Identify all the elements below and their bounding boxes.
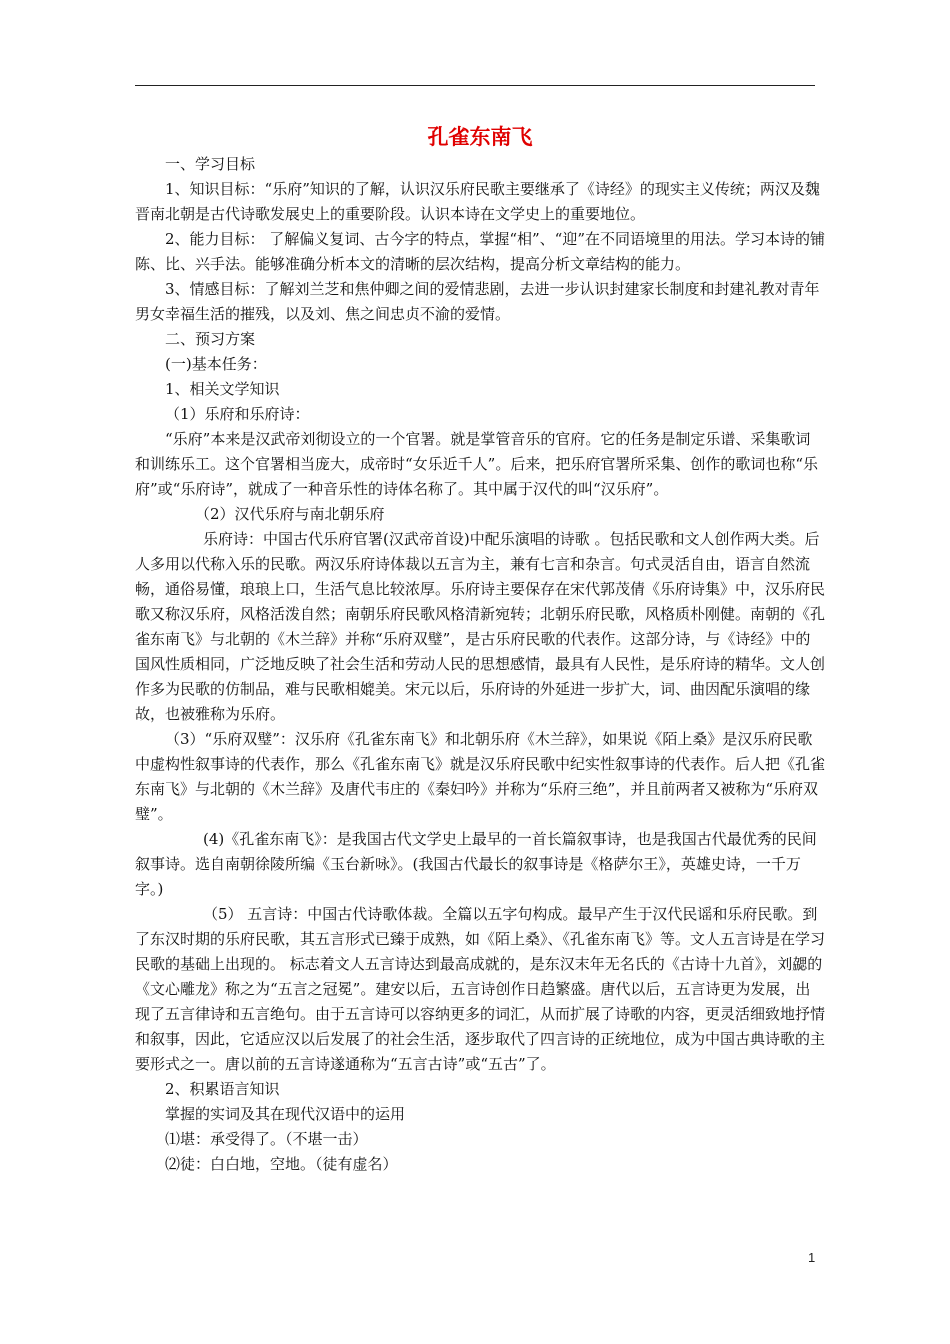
section-heading-goals: 一、学习目标 (165, 155, 256, 173)
item1-heading: （1）乐府和乐府诗： (165, 405, 310, 423)
item3-text: （3）“乐府双璧”：汉乐府《孔雀东南飞》和北朝乐府《木兰辞》，如果说《陌上桑》是汉乐府民歌中虚构性叙事诗的代表作，那么《孔雀东南飞》就是汉乐府民歌中纪实性叙事诗的代表作。后人把《孔雀东南飞》与北朝的《木兰辞》及唐代韦庄的《秦妇吟》并称为“乐府三绝”，并且前两者又被称为“乐府双璧”。 (135, 730, 826, 823)
lang-subheading: 掌握的实词及其在现代汉语中的运用 (165, 1105, 406, 1123)
page-title: 孔雀东南飞 (427, 125, 533, 149)
section-heading-preview: 二、预习方案 (165, 330, 256, 348)
basic-task-heading: (一)基本任务： (165, 355, 267, 373)
goal-ability: 2、能力目标： 了解偏义复词、古今字的特点，掌握“相”、“迎”在不同语境里的用法。学习本诗的铺陈、比、兴手法。能够准确分析本文的清晰的层次结构，提高分析文章结构的能力。 (135, 230, 825, 273)
item2-heading: （2）汉代乐府与南北朝乐府 (195, 505, 385, 523)
lit-knowledge-heading: 1、相关文学知识 (165, 380, 280, 398)
word-item-1: ⑴堪：承受得了。（不堪一击） (165, 1130, 368, 1148)
item4-text: (4)《孔雀东南飞》：是我国古代文学史上最早的一首长篇叙事诗，也是我国古代最优秀的民间叙事诗。选自南朝徐陵所编《玉台新咏》。(我国古代最长的叙事诗是《格萨尔王》，英雄史诗，一千万字。) (135, 830, 817, 898)
item2-text: 乐府诗：中国古代乐府官署(汉武帝首设)中配乐演唱的诗歌 。包括民歌和文人创作两大类。后人多用以代称入乐的民歌。两汉乐府诗体裁以五言为主，兼有七言和杂言。句式灵活自由，语言自然流畅，通俗易懂，琅琅上口，生活气息比较浓厚。乐府诗主要保存在宋代郭茂倩《乐府诗集》中，汉乐府民歌又称汉乐府，风格活泼自然；南朝乐府民歌风格清新宛转；北朝乐府民歌，风格质朴刚健。南朝的《孔雀东南飞》与北朝的《木兰辞》并称“乐府双璧”，是古乐府民歌的代表作。这部分诗，与《诗经》中的国风性质相同，广泛地反映了社会生活和劳动人民的思想感情，最具有人民性，是乐府诗的精华。文人创作多为民歌的仿制品，难与民歌相媲美。宋元以后，乐府诗的外延进一步扩大，词、曲因配乐演唱的缘故，也被雅称为乐府。 (135, 530, 826, 723)
header-rule (135, 85, 815, 86)
lang-heading: 2、积累语言知识 (165, 1080, 280, 1098)
document-body (135, 122, 825, 1177)
item1-text: “乐府”本来是汉武帝刘彻设立的一个官署。就是掌管音乐的官府。它的任务是制定乐谱、采集歌词和训练乐工。这个官署相当庞大，成帝时“女乐近千人”。后来，把乐府官署所采集、创作的歌词也称“乐府”或“乐府诗”，就成了一种音乐性的诗体名称了。其中属于汉代的叫“汉乐府”。 (135, 430, 819, 498)
word-item-2: ⑵徒：白白地，空地。（徒有虚名） (165, 1155, 398, 1173)
item5-text: （5） 五言诗：中国古代诗歌体裁。全篇以五字句构成。最早产生于汉代民谣和乐府民歌。到了东汉时期的乐府民歌，其五言形式已臻于成熟，如《陌上桑》、《孔雀东南飞》等。文人五言诗是在学习民歌的基础上出现的。 标志着文人五言诗达到最高成就的，是东汉末年无名氏的《古诗十九首》，刘勰的《文心雕龙》称之为“五言之冠冕”。建安以后，五言诗创作日趋繁盛。唐代以后，五言诗更为发展，出现了五言律诗和五言绝句。由于五言诗可以容纳更多的词汇，从而扩展了诗歌的内容，更灵活细致地抒情和叙事，因此，它适应汉以后发展了的社会生活，逐步取代了四言诗的正统地位，成为中国古典诗歌的主要形式之一。唐以前的五言诗遂通称为“五言古诗”或“五古”了。 (135, 905, 826, 1073)
page-number: 1 (808, 1250, 816, 1265)
goal-emotion: 3、情感目标：了解刘兰芝和焦仲卿之间的爱情悲剧，去进一步认识封建家长制度和封建礼教对青年男女幸福生活的摧残，以及刘、焦之间忠贞不渝的爱情。 (135, 280, 820, 323)
goal-knowledge: 1、知识目标：“乐府”知识的了解，认识汉乐府民歌主要继承了《诗经》的现实主义传统；两汉及魏晋南北朝是古代诗歌发展史上的重要阶段。认识本诗在文学史上的重要地位。 (135, 180, 820, 223)
